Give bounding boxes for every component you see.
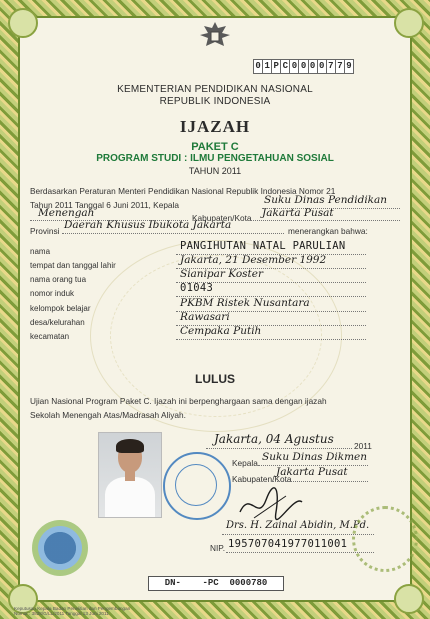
kepala-value: Suku Dinas Pendidikan bbox=[264, 194, 388, 206]
handwritten-signature-icon bbox=[236, 482, 306, 524]
provinsi-value: Daerah Khusus Ibukota Jakarta bbox=[64, 219, 232, 231]
field-label: nama orang tua bbox=[30, 275, 87, 284]
serial-digit-box: 0 bbox=[308, 59, 318, 74]
fill-line bbox=[250, 220, 400, 221]
serial-digit-box: 7 bbox=[335, 59, 345, 74]
serial-digit-box: 9 bbox=[344, 59, 354, 74]
statement-line-1: Ujian Nasional Program Paket C. Ijazah ini berpenghargaan sama dengan ijazah bbox=[30, 396, 327, 406]
ministry-seal-icon bbox=[32, 520, 88, 576]
tahun-label: TAHUN 2011 bbox=[188, 166, 242, 176]
field-value: PANGIHUTAN NATAL PARULIAN bbox=[180, 240, 346, 252]
provinsi-label: Provinsi bbox=[30, 226, 60, 236]
signer-name: Drs. H. Zainal Abidin, M.Pd. bbox=[226, 520, 370, 531]
intro-line-1: Berdasarkan Peraturan Menteri Pendidikan Nasional Republik Indonesia Nomor 21 bbox=[30, 186, 336, 196]
official-stamp-icon bbox=[163, 452, 231, 520]
student-photo bbox=[98, 432, 162, 518]
serial-digit-box: 0 bbox=[289, 59, 299, 74]
statement-line-2: Sekolah Menengah Atas/Madrasah Aliyah. bbox=[30, 410, 186, 420]
serial-digit-box: 0 bbox=[253, 59, 263, 74]
kabupaten-label: Kabupaten/Kota bbox=[192, 213, 252, 223]
kabupaten-value: Jakarta Pusat bbox=[262, 207, 334, 219]
field-label: nama bbox=[30, 247, 51, 256]
signer-kabupaten-label: Kabupaten/Kota bbox=[232, 474, 292, 484]
corner-ornament bbox=[394, 8, 424, 38]
footnote-line-2: Nomor : 3828/G/LL/2011 Tanggal 13 Juni 2011 bbox=[14, 611, 109, 616]
signing-year: 2011 bbox=[354, 441, 372, 451]
fill-line bbox=[62, 233, 284, 234]
serial-digit-box: P bbox=[271, 59, 281, 74]
intro-line-2: Tahun 2011 Tanggal 6 Juni 2011, Kepala bbox=[30, 200, 180, 210]
field-value: Rawasari bbox=[180, 311, 230, 323]
footnote bbox=[14, 606, 130, 616]
program-studi: PROGRAM STUDI : ILMU PENGETAHUAN SOSIAL bbox=[96, 153, 334, 164]
serial-digit-box: C bbox=[280, 59, 290, 74]
field-label: kelompok belajar bbox=[30, 304, 91, 313]
result-status: LULUS bbox=[195, 372, 235, 386]
field-label: kecamatan bbox=[30, 332, 70, 341]
paket-label: PAKET C bbox=[191, 141, 239, 153]
field-label: nomor induk bbox=[30, 289, 75, 298]
footnote-line-1: Keputusan Kepala Badan Penelitian dan Pengembangan bbox=[14, 606, 131, 611]
field-label: desa/kelurahan bbox=[30, 318, 85, 327]
garuda-emblem-icon bbox=[198, 20, 232, 54]
menerangkan-label: menerangkan bahwa: bbox=[288, 226, 368, 236]
signer-kabupaten-value: Jakarta Pusat bbox=[276, 466, 348, 478]
signer-kepala-value: Suku Dinas Dikmen bbox=[262, 451, 368, 463]
signer-kepala-label: Kepala bbox=[232, 458, 258, 468]
serial-digit-box: 0 bbox=[298, 59, 308, 74]
nip-value: 195707041977011001 bbox=[228, 538, 348, 550]
serial-number-bottom: DN- -PC 0000780 bbox=[148, 576, 284, 591]
corner-ornament bbox=[394, 584, 424, 614]
field-value: 01043 bbox=[180, 282, 214, 294]
ministry-name: KEMENTERIAN PENDIDIKAN NASIONAL bbox=[117, 84, 313, 95]
field-value: PKBM Ristek Nusantara bbox=[180, 297, 310, 309]
document-title: IJAZAH bbox=[179, 117, 251, 136]
signing-place-date: Jakarta, 04 Agustus bbox=[214, 432, 334, 446]
republic-name: REPUBLIK INDONESIA bbox=[159, 96, 271, 107]
nip-label: NIP. bbox=[210, 543, 226, 553]
field-label: tempat dan tanggal lahir bbox=[30, 261, 116, 270]
field-value: Cempaka Putih bbox=[180, 325, 262, 337]
field-value: Sianipar Koster bbox=[180, 268, 263, 280]
field-value: Jakarta, 21 Desember 1992 bbox=[180, 254, 327, 266]
corner-ornament bbox=[8, 8, 38, 38]
serial-digit-box: 0 bbox=[317, 59, 327, 74]
fill-line bbox=[176, 339, 366, 340]
fill-line bbox=[226, 552, 374, 553]
serial-number-top bbox=[254, 59, 354, 74]
serial-digit-box: 1 bbox=[262, 59, 272, 74]
kepala-value-cont: Menengah bbox=[38, 207, 95, 219]
fill-line bbox=[206, 448, 352, 449]
rosette-ornament-icon bbox=[352, 506, 418, 572]
serial-digit-box: 7 bbox=[326, 59, 336, 74]
